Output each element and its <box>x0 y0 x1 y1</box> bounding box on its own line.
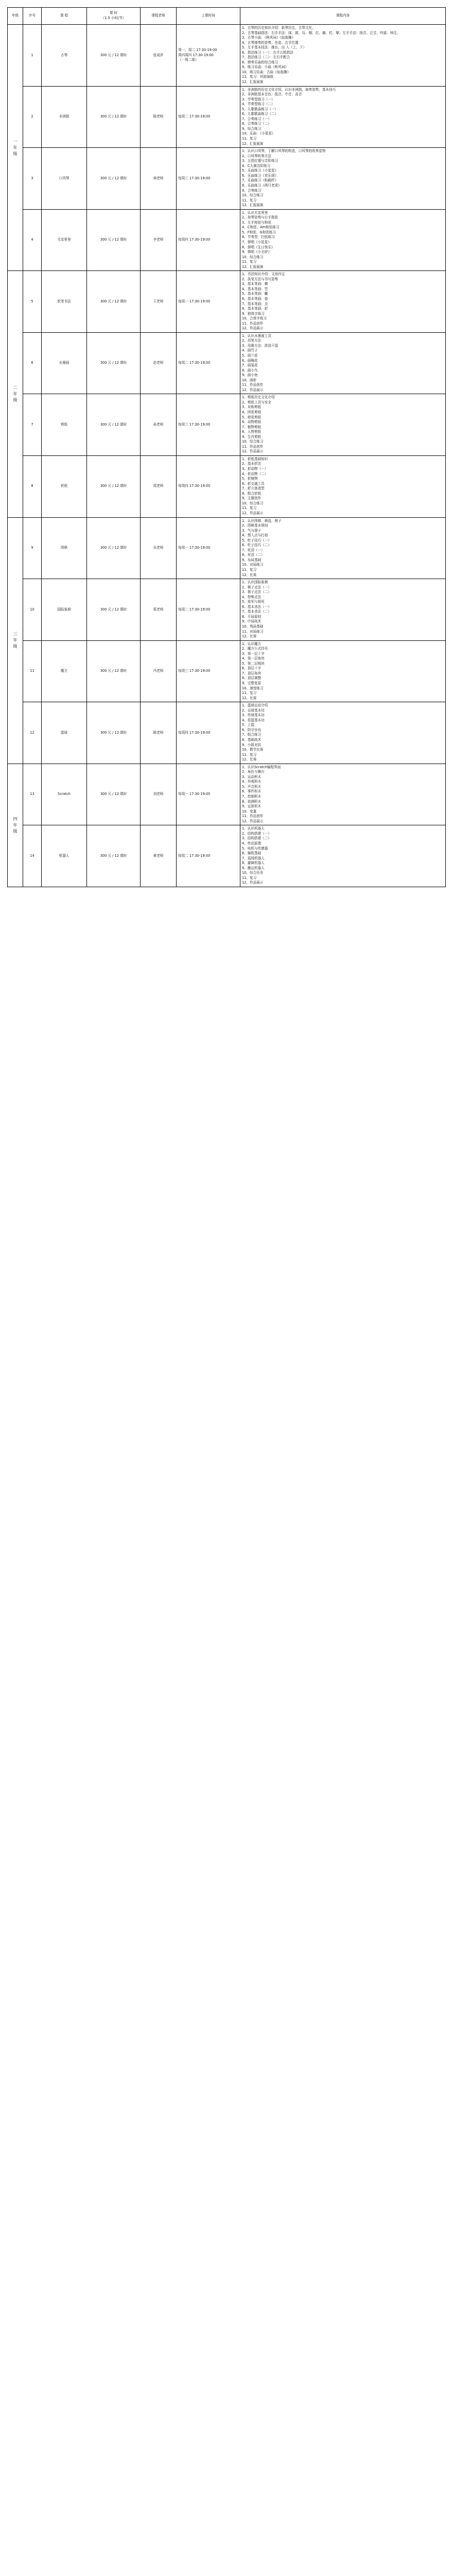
content-line: 7、指法练习（二）：左右手配合 <box>242 55 290 60</box>
content-line: 7、控制积木 <box>242 794 262 799</box>
content-line: 3、对称剪纸 <box>242 405 262 410</box>
content-line: 2、围棋基本规则 <box>242 523 268 528</box>
course-time: 每周三 17:30-19:00 <box>177 640 240 702</box>
content-line: 10、残局基础 <box>242 624 264 629</box>
course-hours: 300 元 / 12 课时 <box>87 271 141 333</box>
content-line: 12、比赛 <box>242 696 257 700</box>
course-teacher: 赵老师 <box>141 332 177 394</box>
course-no: 12 <box>23 702 42 764</box>
content-line: 11、作品创作 <box>242 814 264 819</box>
course-no: 2 <box>23 86 42 148</box>
content-line: 8、人物剪纸 <box>242 430 262 434</box>
course-hours: 300 元 / 12 课时 <box>87 640 141 702</box>
content-line: 11、复习 <box>242 198 257 202</box>
table-body <box>8 25 446 887</box>
content-line: 11、作品创作 <box>242 383 264 387</box>
content-line: 10、合体字练习 <box>242 316 267 321</box>
content-line: 8、死活（二） <box>242 553 265 557</box>
content-line: 7、植物剪纸 <box>242 425 262 429</box>
content-line: 9、练习乐曲：小曲《秋风词》 <box>242 65 288 70</box>
course-content <box>240 640 446 702</box>
content-line: 9、布局基础 <box>242 557 262 562</box>
content-line: 3、棋子走法（二） <box>242 590 271 595</box>
course-hours: 300 元 / 12 课时 <box>87 455 141 517</box>
content-line: 3、气与提子 <box>242 528 262 533</box>
course-teacher: 孙老师 <box>141 394 177 456</box>
content-line: 5、声音积木 <box>242 784 262 789</box>
content-line: 8、弹唱《生日快乐》 <box>242 245 275 249</box>
course-no: 6 <box>23 332 42 394</box>
course-teacher: 陈老师 <box>141 702 177 764</box>
course-content <box>240 86 446 148</box>
course-content <box>240 825 446 887</box>
content-line: 5、第二层棱块 <box>242 661 265 666</box>
grade-label: 四年级 <box>13 816 18 834</box>
content-line: 3、结构搭建（二） <box>242 836 271 841</box>
content-line: 10、速度练习 <box>242 686 264 690</box>
course-content <box>240 332 446 394</box>
content-line: 8、乐曲练习《两只老虎》 <box>242 183 282 188</box>
course-time: 每周四 17:30-19:00 <box>177 455 240 517</box>
content-line: 8、弹奏乐曲的综合练习 <box>242 60 278 64</box>
course-content <box>240 579 446 641</box>
content-line: 12、作品展示 <box>242 880 264 885</box>
content-line: 5、F和弦、G和弦练习 <box>242 230 276 234</box>
content-line: 1、折纸基础知识 <box>242 456 268 461</box>
content-line: 12、汇报展演 <box>242 141 264 146</box>
course-teacher: 陈老师 <box>141 86 177 148</box>
content-line: 9、小组对抗 <box>242 742 262 747</box>
course-hours: 300 元 / 12 课时 <box>87 209 141 271</box>
content-line: 4、C和弦、Am和弦练习 <box>242 225 280 230</box>
grade-cell <box>8 517 23 764</box>
content-line: 3、第一层十字 <box>242 651 265 656</box>
content-line: 2、剪纸工具与安全 <box>242 400 271 404</box>
grade-label: 三年级 <box>13 632 18 649</box>
course-hours: 300 元 / 12 课时 <box>87 579 141 641</box>
table-row <box>8 25 446 87</box>
course-no: 5 <box>23 271 42 333</box>
content-line: 5、折植物 <box>242 477 258 481</box>
content-line: 12、作品展示 <box>242 449 264 454</box>
header-teacher: 课程老师 <box>141 8 177 25</box>
course-time: 每周三 17:30-19:00 <box>177 394 240 456</box>
content-line: 12、作品展示 <box>242 819 264 823</box>
table-row <box>8 271 446 333</box>
content-line: 2、执笔方法与书写姿势 <box>242 277 278 281</box>
content-line: 1、篮球运动介绍 <box>242 703 268 708</box>
course-hours: 300 元 / 12 课时 <box>87 517 141 579</box>
course-hours: 300 元 / 12 课时 <box>87 332 141 394</box>
course-name: 国际象棋 <box>42 579 87 641</box>
content-line: 6、编程基础 <box>242 851 262 856</box>
content-line: 11、对局练习 <box>242 629 264 634</box>
content-line: 5、画兰花 <box>242 353 258 358</box>
header-no: 序号 <box>23 8 42 25</box>
content-line: 4、折动物（二） <box>242 471 268 476</box>
content-line: 4、古琴弹奏的姿势、坐姿、右手位置 <box>242 40 299 45</box>
grade-label: 一年级 <box>13 139 18 156</box>
table-row <box>8 86 446 148</box>
content-line: 9、合奏练习 <box>242 188 262 193</box>
course-content <box>240 148 446 210</box>
table-row <box>8 825 446 887</box>
content-line: 2、运球基本功 <box>242 708 265 713</box>
course-teacher: 林老师 <box>141 148 177 210</box>
content-line: 3、传球基本功 <box>242 713 265 718</box>
content-line: 1、认识魔方 <box>242 641 262 646</box>
content-line: 1、非洲鼓的历史文化介绍，认识非洲鼓，演奏姿势，基本技巧 <box>242 87 336 92</box>
course-hours: 300 元 / 12 课时 <box>87 86 141 148</box>
course-no: 9 <box>23 517 42 579</box>
content-line: 3、折动物（一） <box>242 467 268 471</box>
content-line: 12、作品展示 <box>242 511 264 515</box>
course-time: 每周二 17:30-19:00 <box>177 579 240 641</box>
content-line: 8、基本笔画：折 <box>242 307 268 311</box>
course-name: 古琴 <box>42 25 87 87</box>
content-line: 7、死活（一） <box>242 548 265 552</box>
course-teacher: 王老师 <box>141 271 177 333</box>
content-line: 7、基本杀法（二） <box>242 609 271 614</box>
content-line: 12、作品展示 <box>242 326 264 331</box>
course-no: 7 <box>23 394 42 456</box>
content-line: 2、角色与舞台 <box>242 770 265 774</box>
course-time: 每周二 17:30-19:00 <box>177 825 240 887</box>
content-line: 5、窗花剪纸 <box>242 415 262 419</box>
course-content <box>240 394 446 456</box>
content-line: 6、画梅花 <box>242 358 258 363</box>
course-no: 11 <box>23 640 42 702</box>
course-content <box>240 517 446 579</box>
header-hours: 课 时 （1.5 小时/节） <box>87 8 141 25</box>
content-line: 9、搬运机器人 <box>242 866 265 870</box>
content-line: 8、画小鸟 <box>242 368 258 372</box>
content-line: 5、将军与将死 <box>242 600 265 604</box>
course-content <box>240 25 446 87</box>
course-hours: 300 元 / 12 课时 <box>87 394 141 456</box>
course-name: 口风琴 <box>42 148 87 210</box>
content-line: 11、复习 <box>242 506 257 511</box>
course-no: 14 <box>23 825 42 887</box>
course-time: 每周二 17:30-19:00 <box>177 86 240 148</box>
course-time: 每周一 17:30-19:00 <box>177 764 240 825</box>
course-no: 1 <box>23 25 42 87</box>
content-line: 1、认识机器人 <box>242 826 265 831</box>
content-line: 12、汇报展演 <box>242 264 264 269</box>
content-line: 7、乐曲练习《粉刷匠》 <box>242 178 278 183</box>
table-row <box>8 394 446 456</box>
content-line: 2、非洲鼓基本音色：低音、中音、高音 <box>242 92 302 97</box>
header-time: 上课时间 <box>177 8 240 25</box>
course-time: 每周一 17:30-19:00 <box>177 517 240 579</box>
course-time: 每周一 17:30-19:00 <box>177 271 240 333</box>
content-line: 3、运动积木 <box>242 774 262 779</box>
content-line: 6、动物剪纸 <box>242 420 262 425</box>
course-name: 篮球 <box>42 702 87 764</box>
course-hours: 300 元 / 12 课时 <box>87 702 141 764</box>
content-line: 12、汇报展演 <box>242 80 264 84</box>
content-line: 6、乐曲练习《欢乐颂》 <box>242 173 278 178</box>
course-content <box>240 764 446 825</box>
course-content <box>240 702 446 764</box>
content-line: 9、独体字练习 <box>242 311 265 316</box>
content-line: 3、基本笔画：横 <box>242 282 268 286</box>
content-line: 2、古琴基础指法：右手手法：抹、挑、勾、剔、打、摘、托、擘。左手手法：按音、泛音、吟猱、绰注、 <box>242 30 400 35</box>
content-line: 12、比赛 <box>242 572 257 577</box>
schedule-table-wrapper <box>7 7 446 887</box>
content-line: 1、剪纸历史文化介绍 <box>242 395 275 400</box>
course-name: 尤克里里 <box>42 209 87 271</box>
content-line: 10、乐曲：《小星星》 <box>242 131 275 136</box>
content-line: 9、中局战术 <box>242 619 262 624</box>
table-row <box>8 579 446 641</box>
content-line: 6、儿歌歌曲练习（二） <box>242 112 278 116</box>
header-content: 课程内容 <box>240 8 446 25</box>
content-line: 12、汇报展演 <box>242 203 264 208</box>
table-row <box>8 702 446 764</box>
course-name: Scratch <box>42 764 87 825</box>
content-line: 11、复习 <box>242 875 257 880</box>
course-teacher: 张成萍 <box>141 25 177 87</box>
content-line: 4、团花剪纸 <box>242 410 262 415</box>
table-row <box>8 455 446 517</box>
content-line: 4、画竹子 <box>242 348 258 353</box>
content-line: 6、顶层十字 <box>242 666 262 671</box>
content-line: 3、节奏型练习（一） <box>242 97 275 101</box>
content-line: 8、组合折纸 <box>242 491 262 496</box>
content-line: 5、左手基本技法：推出、出 入（上、下） <box>242 45 306 50</box>
table-header-row <box>8 8 446 25</box>
content-line: 12、比赛 <box>242 634 257 639</box>
course-time: 周一、周二 17:30-19:00 周四周四 17:30-19:00 （一周二练） <box>177 25 240 87</box>
table-row <box>8 640 446 702</box>
content-line: 2、用笔方法 <box>242 338 262 343</box>
course-teacher: 黄老师 <box>141 825 177 887</box>
course-time: 每周四 17:30-19:00 <box>177 209 240 271</box>
grade-label: 二年级 <box>13 385 18 402</box>
table-row <box>8 148 446 210</box>
header-grade: 年级 <box>8 8 23 25</box>
content-line: 7、组合练习 <box>242 733 262 737</box>
content-line: 11、复习 <box>242 691 257 696</box>
content-line: 6、折交通工具 <box>242 481 265 486</box>
content-line: 5、电机与传感器 <box>242 846 268 851</box>
header-name: 课 程 <box>42 8 87 25</box>
content-line: 7、画菊花 <box>242 363 258 368</box>
content-line: 4、传动原理 <box>242 841 262 845</box>
content-line: 5、吃子技巧（一） <box>242 538 271 543</box>
content-line: 1、认识尤克里里 <box>242 210 268 215</box>
content-line: 6、基本杀法（一） <box>242 604 271 609</box>
content-line: 1、认识围棋：棋盘、棋子 <box>242 518 282 523</box>
content-line: 11、复习：巩固演练 <box>242 75 274 79</box>
content-line: 6、指法练习（一）：右手五组指法 <box>242 50 293 55</box>
content-line: 4、禁入点与打劫 <box>242 533 268 538</box>
content-line: 4、C大调音阶练习 <box>242 163 270 168</box>
course-name: 围棋 <box>42 517 87 579</box>
content-line: 4、外观积木 <box>242 779 262 784</box>
content-line: 6、基本笔画：捺 <box>242 296 268 301</box>
content-line: 1、认识口风琴，了解口风琴的构造，口风琴的吹奏姿势 <box>242 149 326 154</box>
content-line: 1、认识水墨画工具 <box>242 333 271 338</box>
content-line: 2、魔方公式符号 <box>242 647 268 651</box>
content-line: 1、古琴的历史知识介绍：新琴历史，古琴文化。 <box>242 26 316 30</box>
content-line: 10、综合练习 <box>242 193 264 198</box>
content-line: 9、综合练习 <box>242 126 262 131</box>
course-content <box>240 455 446 517</box>
content-line: 8、侦测积木 <box>242 799 262 804</box>
grade-cell <box>8 764 23 887</box>
table-row <box>8 517 446 579</box>
content-line: 3、用墨方法：浓淡干湿 <box>242 343 278 348</box>
course-teacher: 冯老师 <box>141 640 177 702</box>
course-teacher: 刘老师 <box>141 764 177 825</box>
content-line: 10、综合任务 <box>242 871 264 875</box>
content-line: 10、综合练习 <box>242 439 264 444</box>
course-hours: 300 元 / 12 课时 <box>87 148 141 210</box>
content-line: 7、弹唱《小星星》 <box>242 240 271 244</box>
content-line: 4、节奏型练习（二） <box>242 102 275 107</box>
course-no: 13 <box>23 764 42 825</box>
content-line: 4、投篮基本功 <box>242 718 265 722</box>
content-line: 2、持琴姿势与右手拨弦 <box>242 215 278 220</box>
content-line: 9、完整复原 <box>242 681 262 685</box>
content-line: 10、教学比赛 <box>242 748 264 752</box>
content-line: 4、基本笔画：竖 <box>242 286 268 291</box>
content-line: 7、合奏练习（一） <box>242 116 271 121</box>
content-line: 2、棋子走法（一） <box>242 585 271 589</box>
content-line: 10、变量 <box>242 809 257 814</box>
content-line: 10、对局练习 <box>242 563 264 567</box>
course-name: 软笔书法 <box>42 271 87 333</box>
course-name: 剪纸 <box>42 394 87 456</box>
content-line: 11、作品创作 <box>242 444 264 449</box>
course-time: 每周四 17:30-19:00 <box>177 702 240 764</box>
content-line: 9、画小鱼 <box>242 373 258 378</box>
content-line: 2、结构搭建（一） <box>242 831 271 836</box>
content-line: 11、复习 <box>242 567 257 572</box>
grade-cell <box>8 271 23 517</box>
course-content <box>240 271 446 333</box>
content-line: 8、基础战术 <box>242 738 262 742</box>
course-time: 每周三 17:30-19:00 <box>177 148 240 210</box>
course-name: 机器人 <box>42 825 87 887</box>
content-line: 10、综合练习 <box>242 255 264 259</box>
course-schedule-table <box>7 7 446 887</box>
content-line: 4、第一层角块 <box>242 656 265 661</box>
content-line: 8、开局原则 <box>242 614 262 619</box>
content-line: 5、上篮 <box>242 723 254 727</box>
content-line: 7、基本笔画：点 <box>242 301 268 306</box>
content-line: 10、练习乐曲：古曲《仙翁操》 <box>242 70 291 74</box>
course-hours: 300 元 / 12 课时 <box>87 825 141 887</box>
content-line: 11、作品创作 <box>242 321 264 326</box>
content-line: 7、折立体造型 <box>242 486 265 491</box>
content-line: 7、巡线机器人 <box>242 856 265 860</box>
table-row <box>8 209 446 271</box>
content-line: 9、运算积木 <box>242 804 262 809</box>
content-line: 4、特殊走法 <box>242 595 262 599</box>
course-name: 非洲鼓 <box>42 86 87 148</box>
content-line: 11、复习 <box>242 260 257 264</box>
course-teacher: 李老师 <box>141 209 177 271</box>
course-content <box>240 209 446 271</box>
content-line: 6、吃子技巧（二） <box>242 543 271 548</box>
content-line: 3、古琴小曲：《秋风词》《仙翁操》 <box>242 36 295 40</box>
content-line: 8、顶层调整 <box>242 676 262 681</box>
content-line: 11、复习 <box>242 137 257 141</box>
content-line: 11、复习 <box>242 752 257 757</box>
course-time: 每周二 17:30-19:00 <box>177 332 240 394</box>
course-no: 8 <box>23 455 42 517</box>
content-line: 6、节奏型：扫弦练习 <box>242 235 275 240</box>
content-line: 1、认识Scratch编程界面 <box>242 765 281 769</box>
course-name: 折纸 <box>42 455 87 517</box>
content-line: 7、顶层角块 <box>242 671 262 675</box>
course-teacher: 吴老师 <box>141 517 177 579</box>
course-hours: 300 元 / 12 课时 <box>87 764 141 825</box>
content-line: 1、认识国际象棋 <box>242 580 268 585</box>
content-line: 9、弹唱《小毛驴》 <box>242 250 271 255</box>
content-line: 3、左手按弦与和弦 <box>242 220 271 225</box>
content-line: 5、基本笔画：撇 <box>242 292 268 296</box>
table-row <box>8 764 446 825</box>
content-line: 2、口风琴吹奏方法 <box>242 154 271 158</box>
content-line: 6、防守步伐 <box>242 727 262 732</box>
content-line: 10、综合练习 <box>242 501 264 505</box>
content-line: 12、比赛 <box>242 757 257 762</box>
content-line: 5、乐曲练习《小星星》 <box>242 168 278 173</box>
content-line: 3、五指位置与音阶练习 <box>242 159 278 163</box>
course-hours: 300 元 / 12 课时 <box>87 25 141 87</box>
grade-cell <box>8 25 23 271</box>
content-line: 6、事件积木 <box>242 789 262 794</box>
course-teacher: 郑老师 <box>141 579 177 641</box>
content-line: 12、作品展示 <box>242 387 264 392</box>
content-line: 2、基本折法 <box>242 462 262 466</box>
course-no: 4 <box>23 209 42 271</box>
course-teacher: 周老师 <box>141 455 177 517</box>
content-line: 9、主题创作 <box>242 496 262 501</box>
content-line: 8、避障机器人 <box>242 861 265 866</box>
course-no: 10 <box>23 579 42 641</box>
content-line: 1、书法知识介绍：文房四宝 <box>242 272 285 277</box>
course-no: 3 <box>23 148 42 210</box>
course-name: 水墨画 <box>42 332 87 394</box>
content-line: 9、生肖剪纸 <box>242 434 262 439</box>
course-name: 魔方 <box>42 640 87 702</box>
table-row <box>8 332 446 394</box>
content-line: 5、儿歌歌曲练习（一） <box>242 107 278 111</box>
content-line: 10、画虾 <box>242 378 257 382</box>
content-line: 8、合奏练习（二） <box>242 122 271 126</box>
